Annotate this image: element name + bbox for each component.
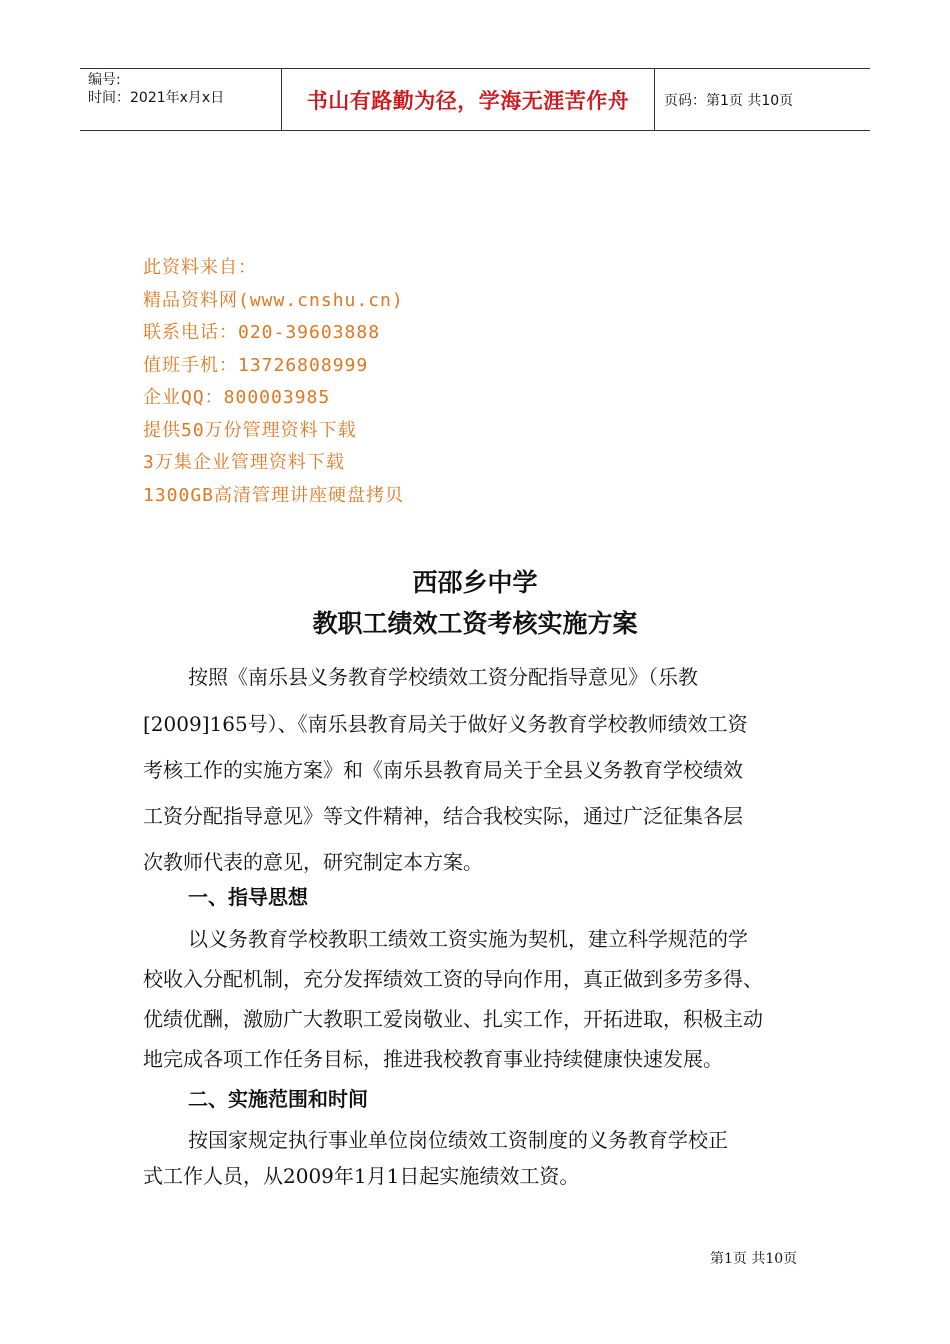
section-heading: 一、指导思想 <box>188 885 308 909</box>
header-divider <box>654 69 655 130</box>
source-info-line: 精品资料网(www.cnshu.cn) <box>143 289 404 311</box>
header-page-code: 页码：第1页 共10页 <box>664 92 794 109</box>
number-label: 编号: <box>88 72 121 88</box>
paragraph-line: 优绩优酬，激励广大教职工爱岗敬业、扎实工作，开拓进取，积极主动 <box>143 1007 763 1031</box>
document-title-school: 西邵乡中学 <box>412 568 538 597</box>
source-info-block <box>143 252 404 512</box>
time-label: 时间：2021年x月x日 <box>88 90 225 106</box>
paragraph-line: 次教师代表的意见，研究制定本方案。 <box>143 850 483 874</box>
source-info-line: 企业QQ：800003985 <box>143 387 331 408</box>
paragraph-line: 以义务教育学校教职工绩效工资实施为契机，建立科学规范的学 <box>188 927 748 951</box>
paragraph-line: [2009]165号）、《南乐县教育局关于做好义务教育学校教师绩效工资 <box>143 712 748 736</box>
source-info-line: 值班手机：13726808999 <box>143 354 369 376</box>
source-info-line: 3万集企业管理资料下载 <box>143 452 345 473</box>
paragraph-line: 地完成各项工作任务目标，推进我校教育事业持续健康快速发展。 <box>143 1047 723 1071</box>
header-motto: 书山有路勤为径，学海无涯苦作舟 <box>306 88 630 113</box>
header-meta <box>88 71 283 107</box>
paragraph-line: 式工作人员，从2009年1月1日起实施绩效工资。 <box>143 1164 580 1188</box>
paragraph-line: 校收入分配机制，充分发挥绩效工资的导向作用，真正做到多劳多得、 <box>143 967 763 991</box>
paragraph-line: 按国家规定执行事业单位岗位绩效工资制度的义务教育学校正 <box>188 1128 728 1152</box>
page-header <box>80 68 870 131</box>
source-info-line: 1300GB高清管理讲座硬盘拷贝 <box>143 484 405 506</box>
source-info-line: 提供50万份管理资料下载 <box>143 419 357 441</box>
section-heading: 二、实施范围和时间 <box>188 1087 368 1111</box>
page-footer: 第1页 共10页 <box>710 1251 798 1267</box>
source-info-line: 联系电话：020-39603888 <box>143 322 381 343</box>
source-info-line: 此资料来自： <box>143 257 257 278</box>
paragraph-line: 考核工作的实施方案》和《南乐县教育局关于全县义务教育学校绩效 <box>143 758 743 782</box>
paragraph-line: 按照《南乐县义务教育学校绩效工资分配指导意见》（乐教 <box>188 665 698 689</box>
paragraph-line: 工资分配指导意见》等文件精神，结合我校实际，通过广泛征集各层 <box>143 804 743 828</box>
document-title: 教职工绩效工资考核实施方案 <box>312 609 638 638</box>
